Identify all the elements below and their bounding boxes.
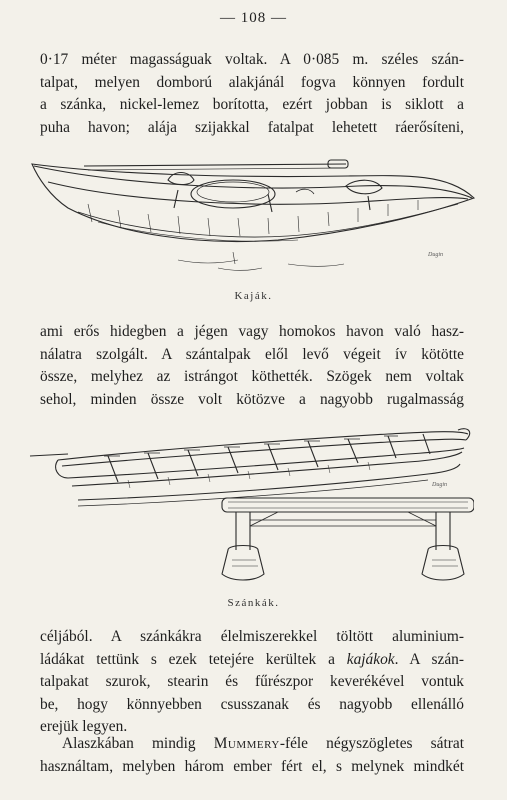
- text-line: 0·17 méter magasságuak voltak. A 0·085 m. széles szán-: [40, 51, 464, 68]
- text-line: össze, melyhez az istrángot köthették. Szögek nem voltak: [40, 368, 464, 385]
- text-line: nálatra szolgált. A szántalpak elől levő végeit ív kötötte: [40, 345, 464, 363]
- artist-signature: Dugin: [432, 482, 447, 488]
- text-line: [40, 649, 464, 672]
- text-line: használtam, melyben három ember fért el, s melynek mindkét: [40, 757, 464, 775]
- text-line: talpat, melyen domború alakjánál fogva könnyen fordult: [40, 73, 464, 91]
- text-line: puha havon; alája szijakkal fatalpat lehetett ráerősíteni,: [40, 118, 464, 136]
- text-segment: . A szán-: [394, 650, 464, 668]
- page-number: — 108 —: [220, 10, 287, 26]
- paragraph-1: [40, 49, 464, 139]
- text-segment: -féle négyszögletes sátrat: [279, 735, 464, 752]
- italic-word: kajákok: [346, 650, 395, 668]
- figure-caption: Szánkák.: [227, 597, 280, 609]
- text-line: be, hogy könnyebben csusszanak és nagyobb ellenálló: [40, 695, 464, 713]
- small-caps-name: Mummery: [213, 735, 280, 752]
- text-line: céljából. A szánkákra élelmiszerekkel töltött aluminium-: [40, 628, 464, 645]
- paragraph-3: [40, 626, 464, 739]
- text-line: [40, 733, 464, 756]
- kayak-illustration: [28, 152, 480, 282]
- text-line: a szánka, nickel-lemez borította, ezért jobban is siklott a: [40, 96, 464, 113]
- text-line: ami erős hidegben a jégen vagy homokos havon való hasz-: [40, 323, 464, 340]
- text-segment: ládákat tettünk s ezek tetejére kerültek a: [40, 650, 347, 668]
- sledge-illustration: [28, 420, 474, 592]
- paragraph-4: [40, 733, 464, 778]
- text-line: talpakat szurok, stearin és fűrészpor keverékével vontuk: [40, 673, 464, 690]
- artist-signature: Dugin: [428, 252, 443, 258]
- paragraph-2: [40, 321, 464, 411]
- text-line: sehol, minden össze volt kötözve a nagyobb rugalmasság: [40, 390, 464, 408]
- text-line: erejük legyen.: [40, 718, 128, 735]
- text-segment: Alaszkában mindig: [62, 735, 214, 752]
- figure-caption: Kaják.: [234, 290, 273, 302]
